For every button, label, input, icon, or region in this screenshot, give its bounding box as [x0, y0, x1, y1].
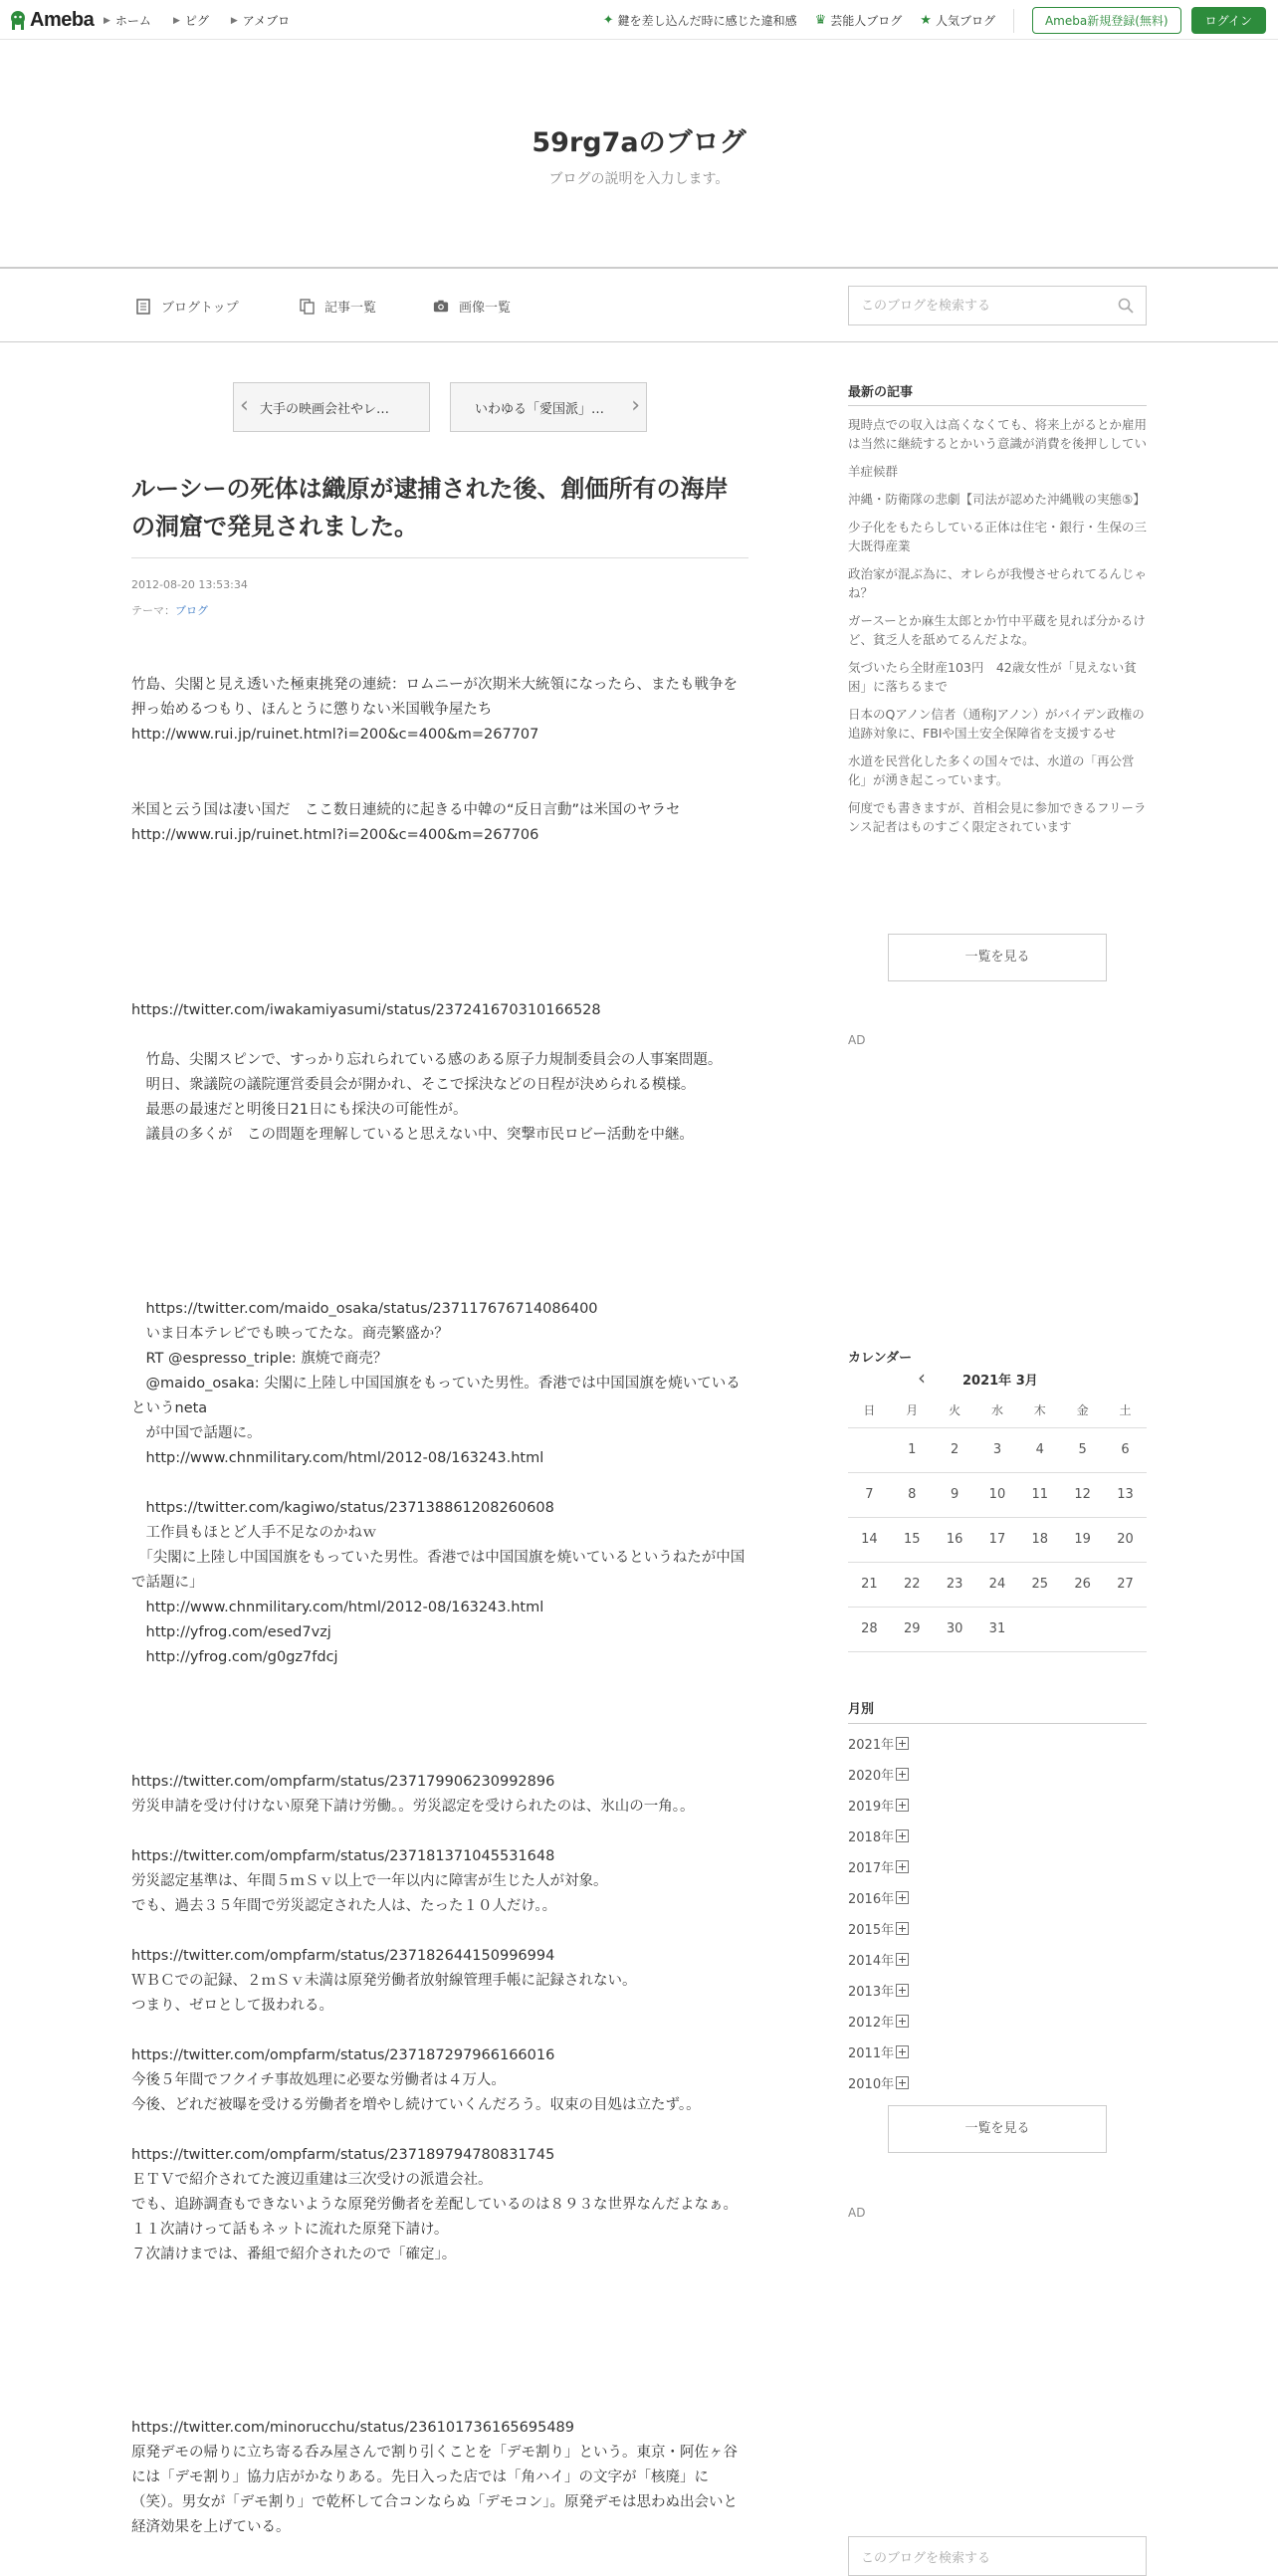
calendar-weekday: 金: [1061, 1394, 1104, 1427]
article-line: ７次請けまでは、番組で紹介されたので「確定」。: [131, 2247, 457, 2262]
archive-year-label: 2013年: [848, 1985, 895, 2000]
calendar-weekday: 土: [1104, 1394, 1147, 1427]
sidebar-search[interactable]: [848, 2536, 1147, 2576]
article-link[interactable]: https://twitter.com/ompfarm/status/237179906230992896: [131, 1774, 555, 1790]
sparkle-icon: ✦: [602, 13, 614, 28]
calendar-day[interactable]: 21: [848, 1562, 891, 1607]
entry-list-label: 記事一覧: [324, 301, 377, 316]
latest-entry-link[interactable]: 現時点での収入は高くなくても、将来上がるとか雇用は当然に継続するとかいう意識が消費を後押ししてい: [848, 417, 1148, 451]
article-line: いま日本テレビでも映ってたな。商売繁盛か？: [131, 1326, 449, 1342]
article-link[interactable]: http://www.chnmilitary.com/html/2012-08/163243.html: [131, 1600, 544, 1615]
article-line: 工作員もほとど人手不足なのかねｗ: [131, 1525, 377, 1541]
chevron-right-icon: ▶: [172, 15, 180, 26]
article-line: が中国で話題に。: [131, 1425, 262, 1441]
prev-article-label: 大手の映画会社やレ…: [260, 401, 390, 417]
calendar-day[interactable]: 27: [1104, 1562, 1147, 1607]
calendar-heading: カレンダー: [848, 1351, 913, 1366]
chevron-left-icon: ‹: [240, 393, 249, 418]
article-line: [131, 1919, 748, 1944]
calendar-day[interactable]: 25: [1018, 1562, 1061, 1607]
article-link[interactable]: https://twitter.com/iwakamiyasumi/status/237241670310166528: [131, 1002, 601, 1018]
archive-year-item[interactable]: [848, 1882, 1147, 1913]
theme-label: テーマ：: [131, 604, 175, 617]
calendar-day[interactable]: 5: [1061, 1427, 1104, 1472]
archive-year-item[interactable]: [848, 1944, 1147, 1975]
chevron-right-icon: ›: [631, 393, 640, 418]
archive-year-item[interactable]: [848, 1790, 1147, 1821]
crown-icon: ♛: [814, 13, 827, 28]
calendar-day[interactable]: 6: [1104, 1427, 1147, 1472]
login-button[interactable]: ログイン: [1191, 7, 1266, 34]
theme-link[interactable]: ブログ: [175, 604, 208, 617]
article-line: でも、追跡調査もできないような原発労働者を差配しているのは８９３な世界なんだよなぁ。: [131, 2197, 738, 2213]
article-line: つまり、ゼロとして扱われる。: [131, 1998, 333, 2014]
expand-plus-icon[interactable]: [896, 2015, 909, 2028]
archive-year-label: 2012年: [848, 2016, 895, 2031]
archive-year-item[interactable]: [848, 2037, 1147, 2067]
archive-year-label: 2021年: [848, 1738, 895, 1753]
article-paragraph-block: [131, 2416, 748, 2540]
article-line: 明日、衆議院の議院運営委員会が開かれ、そこで採決などの日程が決められる模様。: [131, 1077, 696, 1093]
calendar-day[interactable]: 13: [1104, 1472, 1147, 1517]
global-header: [0, 0, 1278, 40]
expand-plus-icon[interactable]: [896, 1891, 909, 1904]
article-link[interactable]: https://twitter.com/ompfarm/status/237187297966166016: [131, 2047, 555, 2063]
calendar-day[interactable]: 17: [976, 1517, 1019, 1562]
blog-search-input[interactable]: [849, 287, 1098, 324]
nav-home-label: ホーム: [114, 14, 151, 28]
article-paragraph-block: [131, 798, 748, 848]
latest-entries-heading: 最新の記事: [848, 385, 914, 400]
ameba-logo[interactable]: [8, 8, 94, 32]
article-line: ＷＢＣでの記録、２ｍＳｖ未満は原発労働者放射線管理手帳に記録されない。: [131, 1973, 637, 1989]
calendar-day: [1061, 1607, 1104, 1651]
divider: [131, 557, 748, 558]
global-nav: [104, 12, 312, 29]
expand-plus-icon[interactable]: [896, 2076, 909, 2089]
calendar-day[interactable]: 22: [891, 1562, 934, 1607]
archive-year-label: 2017年: [848, 1861, 895, 1876]
latest-entry-link[interactable]: ガースーとか麻生太郎とか竹中平蔵を見れば分かるけど、貧乏人を舐めてるんだよな。: [848, 613, 1146, 647]
blog-top-link[interactable]: [135, 297, 239, 316]
article-link[interactable]: http://yfrog.com/esed7vzj: [131, 1624, 331, 1640]
article-link[interactable]: https://twitter.com/minorucchu/status/236101736165695489: [131, 2420, 575, 2436]
article-line: 議員の多くが この問題を理解していると思えない中、突撃市民ロビー活動を中継。: [131, 1127, 694, 1143]
expand-plus-icon[interactable]: [896, 1737, 909, 1750]
next-article-button[interactable]: [450, 382, 647, 432]
calendar-day[interactable]: 15: [891, 1517, 934, 1562]
calendar-day[interactable]: 23: [934, 1562, 976, 1607]
archive-year-item[interactable]: [848, 1821, 1147, 1851]
article-paragraph-block: [131, 1297, 748, 1670]
calendar-month-bar: [848, 1366, 1147, 1390]
ad-label: AD: [848, 2206, 866, 2220]
article-line: RT @espresso_triple: 旗焼で商売？: [131, 1351, 388, 1367]
article-line: [131, 2118, 748, 2143]
expand-plus-icon[interactable]: [896, 1799, 909, 1812]
latest-entry-link[interactable]: 羊症候群: [848, 464, 899, 479]
calendar-day[interactable]: 26: [1061, 1562, 1104, 1607]
expand-plus-icon[interactable]: [896, 1984, 909, 1997]
chevron-right-icon: ▶: [104, 15, 110, 26]
archive-year-label: 2015年: [848, 1923, 895, 1938]
blog-search: [848, 286, 1147, 325]
article-line: 原発デモの帰りに立ち寄る呑み屋さんで割り引くことを「デモ割り」という。東京・阿佐ヶ谷には「デモ割り」協力店がかなりある。先日入った店では「角ハイ」の文字が「核廃」に（笑）。男女が「デモ割り」で乾杯して合コンならぬ「デモコン」。原発デモは思わぬ出会いと経済効果を上げている。: [131, 2445, 738, 2535]
latest-entry-link[interactable]: 気づいたら全財産103円 42歳女性が「見えない貧困」に落ちるまで: [848, 660, 1137, 694]
latest-entry-link[interactable]: 水道を民営化した多くの国々では、水道の「再公営化」が湧き起こっています。: [848, 753, 1135, 787]
calendar-day[interactable]: 19: [1061, 1517, 1104, 1562]
calendar-day[interactable]: 16: [934, 1517, 976, 1562]
latest-entry-link[interactable]: 何度でも書きますが、首相会見に参加できるフリーランス記者はものすごく限定されています: [848, 800, 1147, 834]
article-line: [131, 2019, 748, 2043]
sidebar-search-placeholder: このブログを検索する: [861, 2551, 991, 2566]
chevron-left-icon[interactable]: ‹: [918, 1366, 926, 1390]
calendar-day[interactable]: 2: [934, 1427, 976, 1472]
article-date: 2012-08-20 13:53:34: [131, 578, 248, 591]
blog-description: ブログの説明を入力します。: [548, 171, 730, 187]
article-paragraph-block: [131, 673, 748, 748]
article-link[interactable]: http://yfrog.com/g0gz7fdcj: [131, 1649, 338, 1665]
calendar-table: [848, 1394, 1147, 1652]
latest-entries-list: [848, 412, 1147, 842]
article-line: ＥＴＶで紹介されてた渡辺重建は三次受けの派遣会社。: [131, 2172, 493, 2188]
calendar-day[interactable]: 12: [1061, 1472, 1104, 1517]
archive-year-label: 2018年: [848, 1830, 895, 1845]
ameba-logo-icon: [8, 9, 28, 31]
article-line: 竹島、尖閣と見え透いた極東挑発の連続：ロムニーが次期米大統領になったら、またも戦争を押っ始めるつもり、ほんとうに懲りない米国戦争屋たち: [131, 677, 738, 718]
calendar-day[interactable]: 28: [848, 1607, 891, 1651]
article-line: 最悪の最速だと明後日21日にも採決の可能性が。: [131, 1102, 468, 1118]
calendar-weekday: 火: [934, 1394, 976, 1427]
nav-pigg-label: ピグ: [184, 14, 209, 28]
blog-nav: [0, 271, 1278, 342]
ad-label: AD: [848, 1033, 866, 1047]
archive-year-item[interactable]: [848, 2006, 1147, 2037]
calendar-day[interactable]: 24: [976, 1562, 1019, 1607]
nav-ameblo-label: アメブロ: [242, 14, 291, 28]
image-list-label: 画像一覧: [459, 301, 512, 316]
archive-year-label: 2020年: [848, 1769, 895, 1784]
calendar-week: [848, 1517, 1147, 1562]
expand-plus-icon[interactable]: [896, 2045, 909, 2058]
document-icon: [135, 299, 151, 315]
star-icon: ★: [920, 13, 932, 28]
archive-year-item[interactable]: [848, 1975, 1147, 2006]
archive-year-item[interactable]: [848, 1728, 1147, 1759]
popular-blog-label: 人気ブログ: [935, 14, 995, 28]
archive-year-label: 2010年: [848, 2077, 895, 2092]
article-line: 「尖閣に上陸し中国国旗をもっていた男性。香港では中国国旗を焼いているというねたが中国で話題に」: [131, 1550, 746, 1591]
archive-year-label: 2019年: [848, 1800, 895, 1815]
latest-see-all-button[interactable]: 一覧を見る: [888, 934, 1107, 981]
calendar-day[interactable]: 4: [1018, 1427, 1061, 1472]
article-line: 今後５年間でフクイチ事故処理に必要な労働者は４万人。: [131, 2072, 506, 2088]
article-paragraph-block: [131, 1770, 748, 2267]
calendar-day[interactable]: 1: [891, 1427, 934, 1472]
article-link[interactable]: https://twitter.com/ompfarm/status/237189794780831745: [131, 2147, 555, 2163]
blog-header: [0, 41, 1278, 269]
archive-year-item[interactable]: [848, 1759, 1147, 1790]
latest-entry-link[interactable]: 日本のQアノン信者（通称Jアノン）がバイデン政権の追跡対象に、FBIや国土安全保障省を支援するせ: [848, 707, 1145, 741]
calendar-weekday: 水: [976, 1394, 1019, 1427]
article-link[interactable]: https://twitter.com/ompfarm/status/237181371045531648: [131, 1848, 555, 1864]
article-line: 竹島、尖閣スピンで、すっかり忘れられている感のある原子力規制委員会の人事案問題。: [131, 1052, 723, 1068]
calendar-week: [848, 1472, 1147, 1517]
calendar-day[interactable]: 10: [976, 1472, 1019, 1517]
calendar-day[interactable]: 20: [1104, 1517, 1147, 1562]
calendar-day[interactable]: 8: [891, 1472, 934, 1517]
article-link[interactable]: http://www.rui.jp/ruinet.html?i=200&c=400&m=267707: [131, 727, 539, 743]
divider: [848, 405, 1147, 406]
calendar-day: [1104, 1607, 1147, 1651]
article-line: [131, 1820, 748, 1844]
blog-title[interactable]: 59rg7aのブログ: [532, 127, 746, 158]
article-link[interactable]: https://twitter.com/kagiwo/status/237138861208260608: [131, 1500, 554, 1516]
blog-top-label: ブログトップ: [161, 301, 239, 316]
article-line: [131, 1023, 748, 1048]
chevron-right-icon: ▶: [230, 15, 238, 26]
monthly-see-all-button[interactable]: 一覧を見る: [888, 2105, 1107, 2153]
calendar-month-title: 2021年 3月: [962, 1374, 1038, 1389]
divider: [1013, 9, 1014, 33]
calendar-week: [848, 1607, 1147, 1651]
calendar-day[interactable]: 11: [1018, 1472, 1061, 1517]
calendar-day[interactable]: 14: [848, 1517, 891, 1562]
monthly-archive-list: [848, 1728, 1147, 2098]
archive-year-label: 2016年: [848, 1892, 895, 1907]
calendar-weekday: 月: [891, 1394, 934, 1427]
calendar-day: [848, 1427, 891, 1472]
prev-article-button[interactable]: [233, 382, 430, 432]
article-line: [131, 1471, 748, 1496]
archive-year-item[interactable]: [848, 1913, 1147, 1944]
article-link[interactable]: http://www.chnmilitary.com/html/2012-08/163243.html: [131, 1450, 544, 1466]
archive-year-item[interactable]: [848, 2067, 1147, 2098]
article-title: ルーシーの死体は織原が逮捕された後、創価所有の海岸の洞窟で発見されました。: [131, 475, 729, 540]
article-line: でも、過去３５年間で労災認定された人は、たった１０人だけ。。: [131, 1898, 557, 1914]
archive-year-item[interactable]: [848, 1851, 1147, 1882]
calendar-day: [1018, 1607, 1061, 1651]
monthly-heading: 月別: [848, 1702, 875, 1717]
archive-year-label: 2014年: [848, 1954, 895, 1969]
calendar-day[interactable]: 18: [1018, 1517, 1061, 1562]
expand-plus-icon[interactable]: [896, 1768, 909, 1781]
calendar-day[interactable]: 31: [976, 1607, 1019, 1651]
image-list-link[interactable]: [433, 297, 511, 316]
article-line: @maido_osaka: 尖閣に上陸し中国国旗をもっていた男性。香港では中国国旗を焼いているというneta: [131, 1376, 741, 1416]
archive-year-label: 2011年: [848, 2046, 895, 2061]
article-link[interactable]: https://twitter.com/ompfarm/status/237182644150996994: [131, 1948, 555, 1964]
article-line: 労災申請を受け付けない原発下請け労働。。労災認定を受けられたのは、氷山の一角。。: [131, 1799, 695, 1815]
popular-blog-link[interactable]: [920, 12, 995, 29]
calendar-week: [848, 1562, 1147, 1607]
search-icon[interactable]: [1118, 298, 1134, 314]
trending-link-label: 鍵を差し込んだ時に感じた違和感: [617, 14, 797, 28]
expand-plus-icon[interactable]: [896, 1860, 909, 1873]
calendar-day[interactable]: 30: [934, 1607, 976, 1651]
camera-icon: [433, 299, 449, 315]
calendar-weekday: 日: [848, 1394, 891, 1427]
expand-plus-icon[interactable]: [896, 1829, 909, 1842]
calendar-day[interactable]: 3: [976, 1427, 1019, 1472]
latest-entry-link[interactable]: 政治家が混ぶ為に、オレらが我慢させられてるんじゃね？: [848, 566, 1148, 600]
expand-plus-icon[interactable]: [896, 1953, 909, 1966]
nav-ameblo[interactable]: [231, 12, 290, 29]
calendar-day[interactable]: 7: [848, 1472, 891, 1517]
calendar-day[interactable]: 9: [934, 1472, 976, 1517]
entry-list-link[interactable]: [299, 297, 376, 316]
celebrity-blog-link[interactable]: [815, 12, 903, 29]
article-line: 米国と云う国は凄い国だ ここ数日連続的に起きる中韓の“反日言動”は米国のヤラセ: [131, 802, 681, 818]
article-link[interactable]: http://www.rui.jp/ruinet.html?i=200&c=400&m=267706: [131, 827, 539, 843]
article-theme: [131, 602, 208, 618]
calendar-day[interactable]: 29: [891, 1607, 934, 1651]
trending-link[interactable]: [603, 12, 797, 29]
article-line: 労災認定基準は、年間５ｍＳｖ以上で一年以内に障害が生じた人が対象。: [131, 1873, 608, 1889]
article-line: １１次請けって話もネットに流れた原発下請け。: [131, 2222, 449, 2238]
latest-entry-link[interactable]: 沖縄・防衛隊の悲劇【司法が認めた沖縄戦の実態⑤】: [848, 492, 1146, 507]
register-button[interactable]: Ameba新規登録(無料): [1032, 7, 1181, 34]
calendar-weekday: 木: [1018, 1394, 1061, 1427]
latest-entry-link[interactable]: 少子化をもたらしている正体は住宅・銀行・生保の三大既得産業: [848, 520, 1148, 553]
divider: [848, 1723, 1147, 1724]
global-header-right: [585, 7, 1266, 34]
nav-pigg[interactable]: [173, 12, 209, 29]
article-line: 今後、どれだ被曝を受ける労働者を増やし続けていくんだろう。収束の目処は立たず。。: [131, 2097, 701, 2113]
calendar-week: [848, 1427, 1147, 1472]
copy-icon: [299, 299, 315, 315]
next-article-label: いわゆる「愛国派」…: [475, 401, 605, 417]
celebrity-blog-label: 芸能人ブログ: [830, 14, 903, 28]
article-link[interactable]: https://twitter.com/maido_osaka/status/237117676714086400: [131, 1301, 598, 1317]
expand-plus-icon[interactable]: [896, 1922, 909, 1935]
nav-home[interactable]: [104, 12, 151, 29]
article-paragraph-block: [131, 998, 748, 1148]
logo-text: Ameba: [30, 8, 95, 31]
